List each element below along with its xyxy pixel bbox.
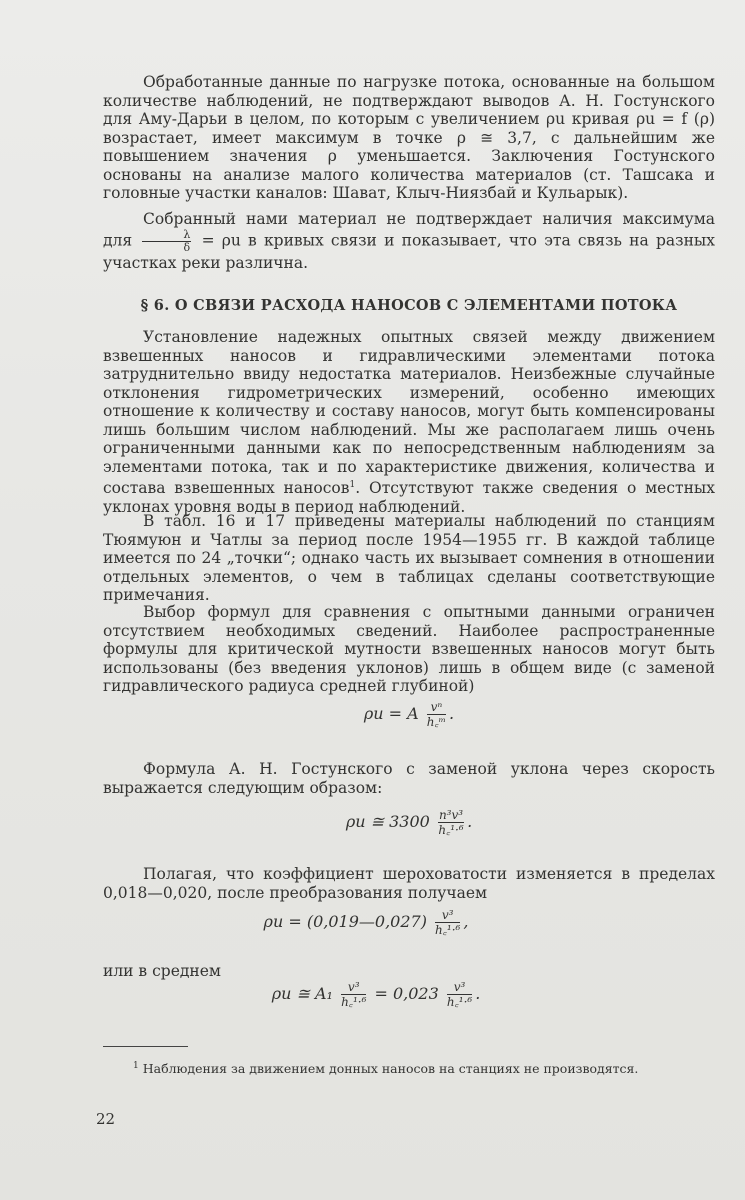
paragraph-tables: В табл. 16 и 17 приведены материалы наблюдений по станциям Тюямуюн и Чатлы за период после 1954—1955 гг. В каждой таблице имеется по 24 „точки“; однако часть их вызывает сомнения в отношении отдельных элементов, о чем в таблицах сделаны соответствующие примечания. (103, 512, 715, 604)
paragraph-formula-choice: Выбор формул для сравнения с опытными данными ограничен отсутствием необходимых сведений. Наиболее распространенные формулы для критической мутности взвешенных наносов могут быть использованы (без введения уклонов) лишь в общем виде (с заменой гидравлического радиуса средней глубиной) (103, 603, 715, 695)
paragraph-load-data: Обработанные данные по нагрузке потока, основанные на большом количестве наблюдений, не подтверждают выводов А. Н. Гостунского для Аму-Дарьи в целом, по которым с увеличением ρu кривая ρu = f (ρ) возрастает, имеет максимум в точке ρ ≅ 3,7, с дальнейшим же повышением значения ρ уменьшается. Заключения Гостунского основаны на анализе малого количества материалов (ст. Ташсака и головные участки каналов: Шават, Клыч-Ниязбай и Кульарык). (103, 73, 715, 202)
formula-general: ρu = A $\frac{\text{vⁿ}}{\text{h꜀ᵐ}}$ . (363, 700, 455, 729)
formula-range: ρu = (0,019—0,027) $\frac{\text{v³}}{\text{h꜀¹·⁶}}$ , (263, 908, 469, 937)
footnote-ref: 1 (349, 480, 356, 490)
paragraph-gostunsky-formula: Формула А. Н. Гостунского с заменой уклона через скорость выражается следующим образом: (103, 760, 715, 797)
p2-start: Собранный нами материал не подтверждает наличия максимума для (103, 210, 715, 249)
p2-end: = ρu в кривых связи и показывает, что эта связь на разных участках реки различна. (103, 231, 715, 272)
section-heading: § 6. О СВЯЗИ РАСХОДА НАНОСОВ С ЭЛЕМЕНТАМИ ПОТОКА (140, 297, 678, 314)
paragraph-establishing-relations: Установление надежных опытных связей между движением взвешенных наносов и гидравлическими элементами потока затруднительно ввиду недостатка материалов. Неизбежные случайные отклонения гидрометрических измерений, особенно имеющих отношение к количеству и составу наносов, могут быть компенсированы лишь большим числом наблюдений. Мы же располагаем лишь очень ограниченными данными как по непосредственным наблюдениям за элементами потока, так и по характеристике движения, количества и состава взвешенных наносов$^1$. Отсутствуют также сведения о местных уклонах уровня воды в период наблюдений. (103, 328, 715, 516)
footnote-marker: 1 (133, 1061, 139, 1071)
footnote-divider (103, 1046, 188, 1047)
footnote-text: Наблюдения за движением донных наносов на станциях не производятся. (142, 1061, 639, 1077)
footnote (133, 1058, 713, 1077)
paragraph-roughness: Полагая, что коэффициент шероховатости изменяется в пределах 0,018—0,020, после преобразования получаем (103, 865, 715, 902)
lambda-delta-fraction: $\frac{\lambda}{\delta}$ (142, 229, 191, 254)
formula-gostunsky: ρu ≅ 3300 $\frac{\text{n³v³}}{\text{h꜀¹·⁶}}$ . (345, 808, 473, 837)
formula-mean: ρu ≅ A₁ $\frac{\text{v³}}{\text{h꜀¹·⁶}}$ = 0,023 $\frac{\text{v³}}{\text{h꜀¹·⁶}}$ . (271, 980, 481, 1009)
or-mean-text: или в среднем (103, 962, 221, 980)
paragraph-collected-material (103, 210, 715, 272)
page-number: 22 (96, 1110, 116, 1128)
